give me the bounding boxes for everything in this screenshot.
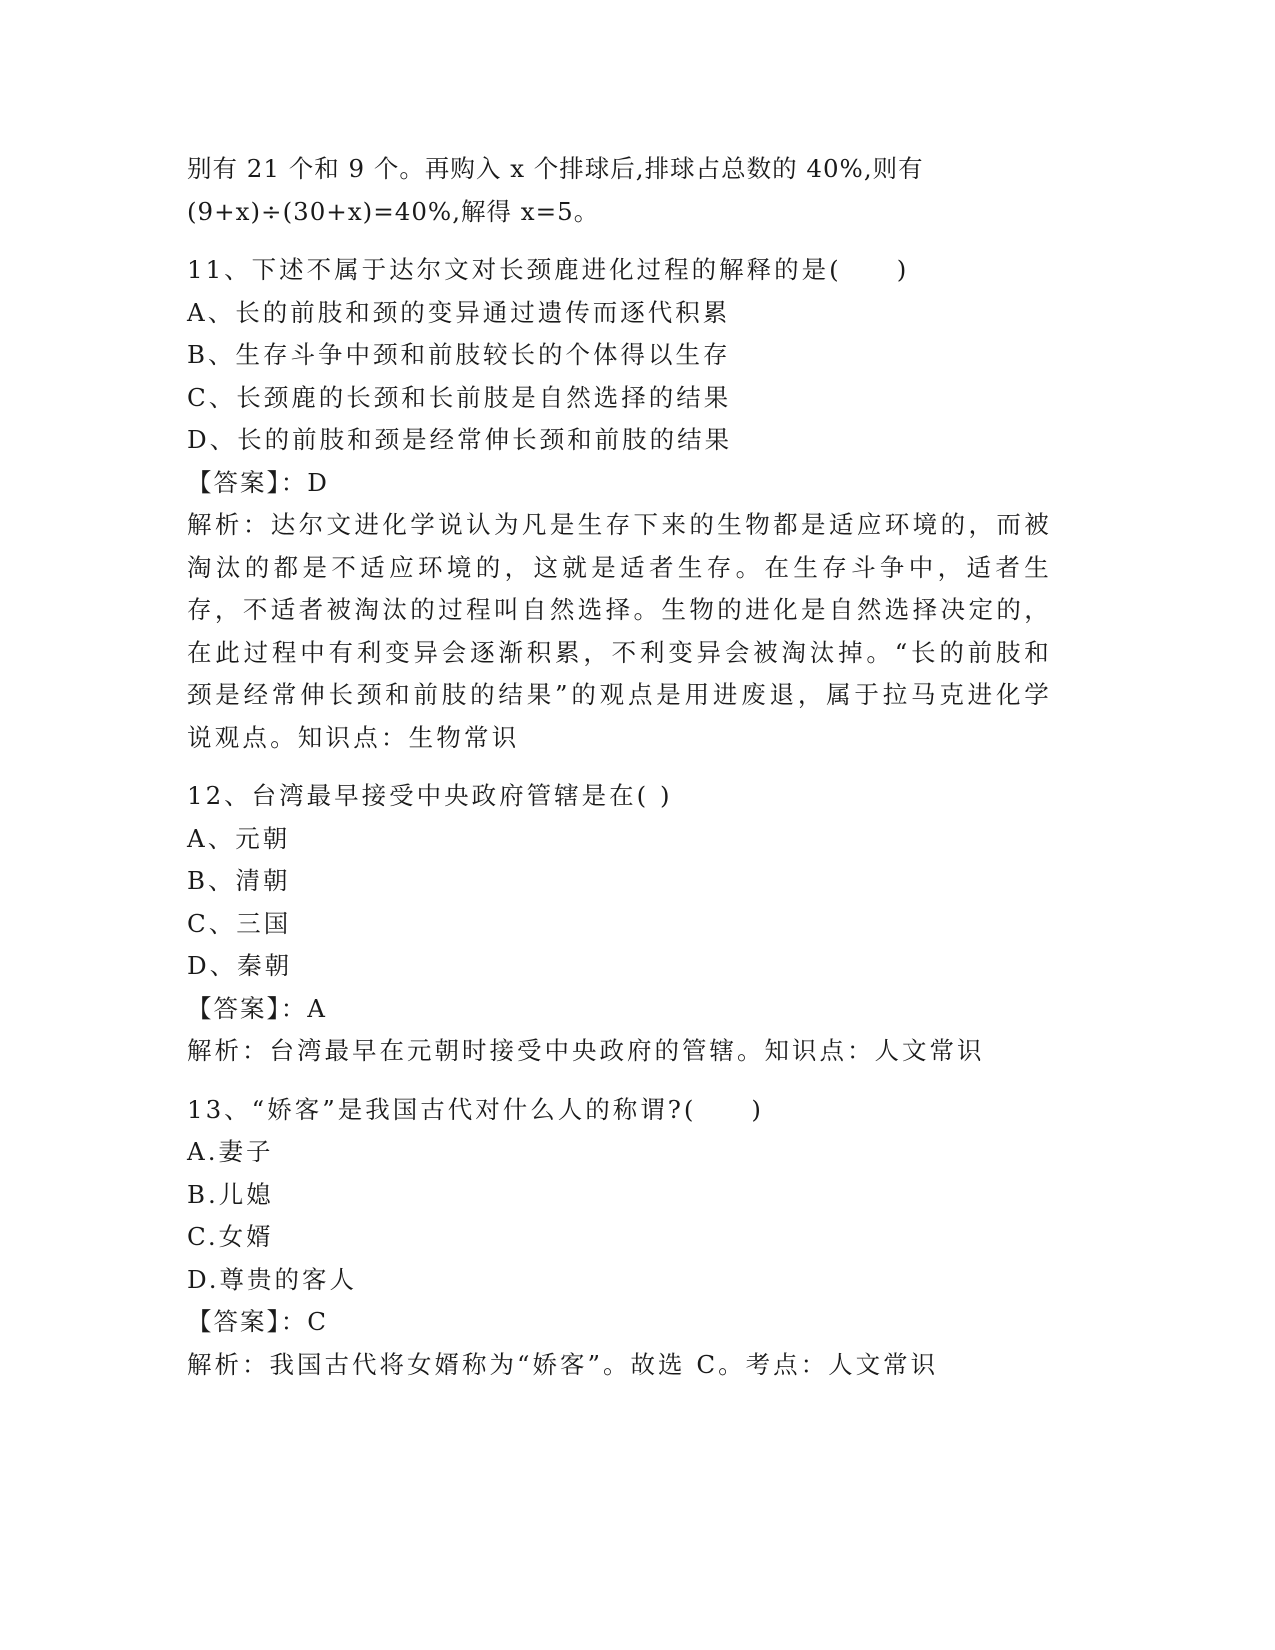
spacer <box>187 759 1067 775</box>
spacer <box>187 233 1067 249</box>
question-stem: 13、“娇客”是我国古代对什么人的称谓?( ) <box>187 1094 764 1124</box>
answer-label: 【答案】：A <box>187 993 327 1023</box>
analysis-text: 解析：台湾最早在元朝时接受中央政府的管辖。知识点：人文常识 <box>187 1036 985 1065</box>
analysis-text: 解析：达尔文进化学说认为凡是生存下来的生物都是适应环境的，而被淘汰的都是不适应环境的，这就是适者生存。在生存斗争中，适者生存，不适者被淘汰的过程叫自然选择。生物的进化是自然选择决定的，在此过程中有利变异会逐渐积累，不利变异会被淘汰掉。“长的前肢和颈是经常伸长颈和前肢的结果”的观点是用进废退，属于拉马克进化学说观点。知识点：生物常识 <box>187 510 1052 752</box>
question-12 <box>187 775 1067 1073</box>
option-a: A、长的前肢和颈的变异通过遗传而逐代积累 <box>187 297 731 327</box>
option-c: C、三国 <box>187 908 292 938</box>
question-11 <box>187 249 1067 759</box>
option-b: B、清朝 <box>187 866 291 895</box>
option-d: D.尊贵的客人 <box>187 1264 358 1294</box>
option-a: A.妻子 <box>187 1137 274 1166</box>
analysis-text: 解析：我国古代将女婿称为“娇客”。故选 C。考点：人文常识 <box>187 1349 939 1379</box>
option-c: C、长颈鹿的长颈和长前肢是自然选择的结果 <box>187 382 732 412</box>
spacer <box>187 1073 1067 1089</box>
option-d: D、秦朝 <box>187 951 293 980</box>
intro-line-1: 别有 21 个和 9 个。再购入 x 个排球后,排球占总数的 40%,则有 <box>187 154 924 183</box>
option-a: A、元朝 <box>187 823 291 853</box>
option-d: D、长的前肢和颈是经常伸长颈和前肢的结果 <box>187 425 733 454</box>
page-content <box>187 148 1067 1386</box>
option-b: B、生存斗争中颈和前肢较长的个体得以生存 <box>187 340 731 369</box>
question-stem: 11、下述不属于达尔文对长颈鹿进化过程的解释的是( ) <box>187 255 910 284</box>
intro-line-2: (9+x)÷(30+x)=40%,解得 x=5。 <box>187 196 600 226</box>
option-b: B.儿媳 <box>187 1179 274 1209</box>
answer-label: 【答案】：C <box>187 1307 328 1336</box>
option-c: C.女婿 <box>187 1222 274 1251</box>
question-13 <box>187 1089 1067 1387</box>
answer-label: 【答案】：D <box>187 467 329 497</box>
question-stem: 12、台湾最早接受中央政府管辖是在( ) <box>187 781 673 810</box>
